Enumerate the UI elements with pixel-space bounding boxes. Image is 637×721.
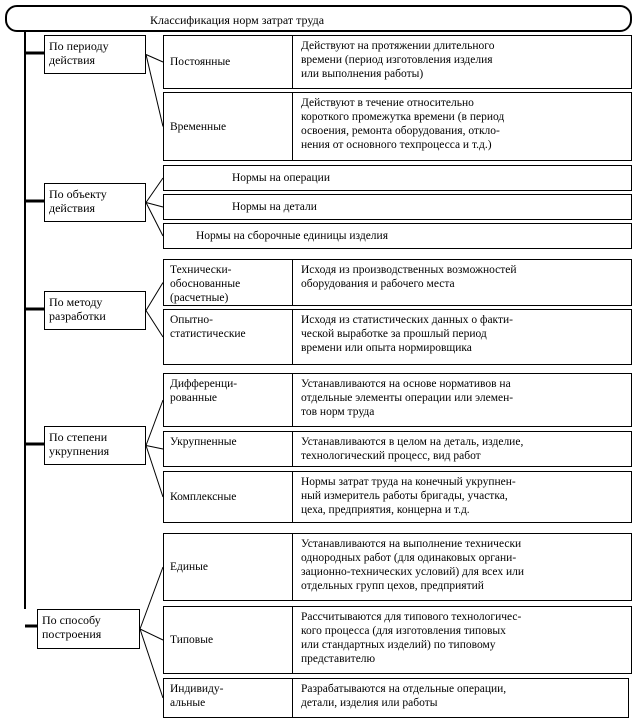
connector-line [146,203,163,237]
norm-type-row [163,431,632,467]
category-label: По способу построения [42,613,102,641]
category-label: По методу разработки [49,295,106,323]
norm-type-description: Рассчитываются для типового технологичес- кого процесса (для изготовления типовых или стандартных изделий) по типовому представителю [301,611,522,665]
diagram-title: Классификация норм затрат труда [150,13,325,27]
norm-type-row [163,678,629,718]
norm-type-row [163,309,632,365]
category-label: По периоду действия [49,39,109,67]
category-box [44,35,146,74]
norm-type-label: Укрупненные [164,432,293,466]
connector-line [146,283,163,311]
connector-line [140,629,163,698]
norm-type-row [163,373,632,427]
norm-type-label: Дифференци- рованные [164,374,293,426]
connector-line [146,55,163,63]
connector-line [146,311,163,338]
norm-object-row [163,223,632,249]
norm-type-label: Типовые [164,607,293,673]
category-box [37,609,140,649]
norm-type-label: Комплексные [164,472,293,522]
norm-type-row [163,533,632,601]
category-box [44,183,146,222]
norm-type-description: Устанавливаются на выполнение технически однородных работ (для одинаковых органи- зационно-технических условий) для всех или отдельных групп цехов, предприятий [301,538,525,592]
norm-type-label: Технически- обоснованные (расчетные) [164,260,293,305]
norm-type-description: Разрабатываются на отдельные операции, детали, изделия или работы [301,683,507,709]
norm-type-row [163,471,632,523]
norm-type-description: Устанавливаются в целом на деталь, изделие, технологический процесс, вид работ [301,436,524,462]
norm-object-label: Нормы на детали [232,201,317,213]
norm-type-description: Исходя из производственных возможностей оборудования и рабочего места [301,264,517,290]
norm-object-label: Нормы на сборочные единицы изделия [196,230,388,242]
connector-line [146,446,163,498]
connector-line [146,203,163,208]
connector-line [146,446,163,450]
connector-line [146,55,163,127]
norm-type-label: Единые [164,534,293,600]
connector-line [146,178,163,203]
category-label: По объекту действия [49,187,107,215]
norm-type-row [163,92,632,161]
norm-type-label: Индивиду- альные [164,679,293,717]
norm-type-description: Нормы затрат труда на конечный укрупнен- ный измеритель работы бригады, участка, цеха, предприятия, концерна и т.д. [301,476,516,516]
norm-object-row [163,165,632,191]
norm-type-label: Опытно- статистические [164,310,293,364]
norm-type-row [163,259,632,306]
norm-type-row [163,606,632,674]
category-box [44,426,146,465]
norm-object-label: Нормы на операции [232,172,330,184]
norm-type-description: Действуют в течение относительно короткого промежутка времени (в период освоения, ремонта оборудования, откло- нения от основного техпроцесса и т.д.) [301,97,505,151]
connector-line [140,567,163,629]
norm-object-row [163,194,632,220]
norm-type-description: Действуют на протяжении длительного времени (период изготовления изделия или выполнения работы) [301,40,495,80]
norm-type-label: Постоянные [164,36,293,88]
category-label: По степени укрупнения [49,430,110,458]
norm-type-label: Временные [164,93,293,160]
norm-type-description: Устанавливаются на основе нормативов на отдельные элементы операции или элемен- тов норм труда [301,378,514,418]
connector-line [146,400,163,446]
norm-type-description: Исходя из статистических данных о факти- ческой выработке за прошлый период времени или опыта нормировщика [301,314,514,354]
category-box [44,291,146,330]
norm-type-row [163,35,632,89]
